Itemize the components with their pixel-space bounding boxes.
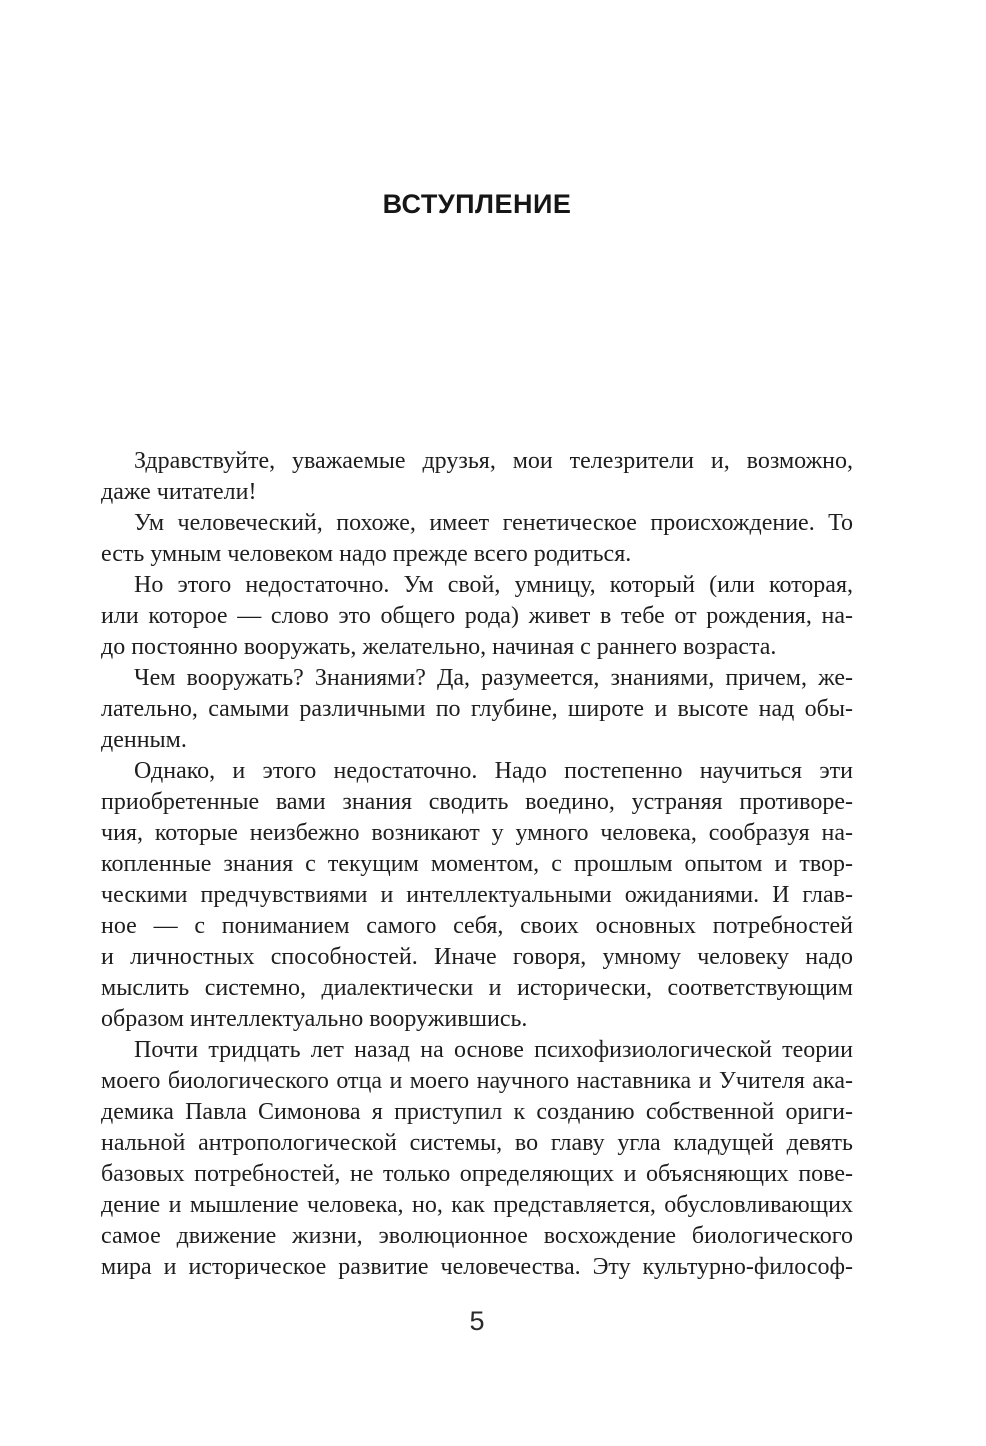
body-text — [101, 446, 853, 1283]
paragraph — [101, 756, 853, 1035]
text-line: до постоянно вооружать, желательно, начиная с раннего возраста. — [101, 634, 777, 660]
paragraph — [101, 663, 853, 756]
text-line: или которое — слово это общего рода) живет в тебе от рождения, на- — [101, 603, 853, 629]
text-line: даже читатели! — [101, 479, 257, 505]
text-line: лательно, самыми различными по глубине, широте и высоте над обы- — [101, 696, 853, 722]
paragraph — [101, 508, 853, 570]
text-line: Чем вооружать? Знаниями? Да, разумеется, знаниями, причем, же- — [134, 665, 853, 691]
text-line: ческими предчувствиями и интеллектуальными ожиданиями. И глав- — [101, 882, 853, 908]
text-line: дение и мышление человека, но, как представляется, обусловливающих — [101, 1192, 853, 1218]
text-line: Ум человеческий, похоже, имеет генетическое происхождение. То — [134, 510, 853, 536]
text-line: образом интеллектуально вооружившись. — [101, 1006, 528, 1032]
paragraph — [101, 570, 853, 663]
text-line: мыслить системно, диалектически и исторически, соответствующим — [101, 975, 853, 1001]
text-line: самое движение жизни, эволюционное восхождение биологического — [101, 1223, 853, 1249]
text-line: Однако, и этого недостаточно. Надо постепенно научиться эти — [134, 758, 853, 784]
text-line: приобретенные вами знания сводить воедино, устраняя противоре- — [101, 789, 853, 815]
page-number: 5 — [469, 1306, 485, 1336]
text-line: базовых потребностей, не только определяющих и объясняющих пове- — [101, 1161, 853, 1187]
text-line: денным. — [101, 727, 187, 753]
text-line: Но этого недостаточно. Ум свой, умницу, который (или которая, — [134, 572, 853, 598]
text-line: ное — с пониманием самого себя, своих основных потребностей — [101, 913, 853, 939]
text-line: нальной антропологической системы, во главу угла кладущей девять — [101, 1130, 853, 1156]
text-line: моего биологического отца и моего научного наставника и Учителя ака- — [101, 1068, 853, 1094]
text-line: есть умным человеком надо прежде всего родиться. — [101, 541, 632, 567]
text-line: копленные знания с текущим моментом, с прошлым опытом и твор- — [101, 851, 853, 877]
text-line: и личностных способностей. Иначе говоря, умному человеку надо — [101, 944, 853, 970]
text-line: чия, которые неизбежно возникают у умного человека, сообразуя на- — [101, 820, 853, 846]
chapter-title: ВСТУПЛЕНИЕ — [382, 189, 572, 219]
text-line: Здравствуйте, уважаемые друзья, мои телезрители и, возможно, — [134, 448, 853, 474]
paragraph — [101, 446, 853, 508]
text-line: мира и историческое развитие человечества. Эту культурно-философ- — [101, 1254, 853, 1280]
paragraph — [101, 1035, 853, 1283]
text-line: демика Павла Симонова я приступил к созданию собственной ориги- — [101, 1099, 853, 1125]
text-line: Почти тридцать лет назад на основе психофизиологической теории — [134, 1037, 853, 1063]
